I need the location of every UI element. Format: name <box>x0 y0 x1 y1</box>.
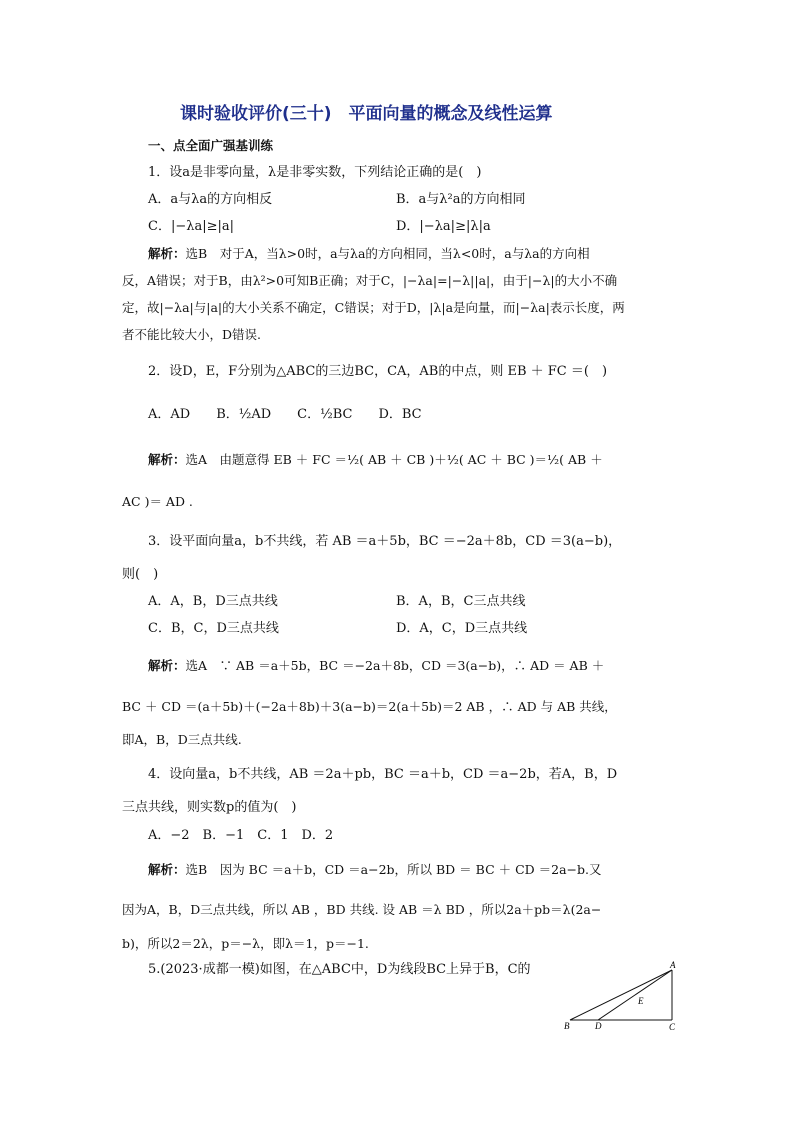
q1-option-a: A．a与λa的方向相反 <box>148 192 273 207</box>
section-heading: 一、点全面广强基训练 <box>148 138 274 153</box>
q1-solution-line-1: 选B 对于A，当λ>0时，a与λa的方向相同，当λ<0时，a与λa的方向相 <box>185 246 590 261</box>
label-d: D <box>595 1021 602 1031</box>
q5-stem: 5.(2023·成都一模)如图，在△ABC中，D为线段BC上异于B，C的 <box>148 962 531 977</box>
solution-label: 解析： <box>148 452 186 467</box>
segment-ad <box>598 970 672 1020</box>
label-c: C <box>669 1022 676 1032</box>
q4-stem-line-2: 三点共线，则实数p的值为( ) <box>122 800 297 815</box>
q2-solution <box>148 450 603 470</box>
q4-stem: 4．设向量a，b不共线，AB ＝2a＋pb，BC ＝a＋b，CD ＝a−2b，若A，B，D <box>148 767 618 782</box>
q1-stem: 1．设a是非零向量，λ是非零实数，下列结论正确的是( ) <box>148 165 482 180</box>
q3-solution-line-1: 选A ∵ AB ＝a＋5b，BC ＝−2a＋8b，CD ＝3(a−b)，∴ AD ＝ AB ＋ <box>185 658 605 673</box>
q4-solution <box>148 860 602 880</box>
q1-option-c: C．|−λa|≥|a| <box>148 219 234 234</box>
q3-option-d: D．A，C，D三点共线 <box>396 621 528 636</box>
q1-option-b: B．a与λ²a的方向相同 <box>396 192 526 207</box>
label-e: E <box>638 996 644 1006</box>
label-b: B <box>564 1021 570 1031</box>
q1-solution-line-2: 反，A错误；对于B，由λ²>0可知B正确；对于C，|−λa|=|−λ||a|，由于|−λ|的大小不确 <box>122 273 618 288</box>
q3-solution-line-2: BC ＋ CD ＝(a＋5b)＋(−2a＋8b)＋3(a−b)＝2(a＋5b)＝2 AB ，∴ AD 与 AB 共线， <box>122 699 617 714</box>
q3-option-a: A．A，B，D三点共线 <box>148 594 278 609</box>
q2-solution-line-2: AC )＝ AD . <box>122 494 193 509</box>
q4-solution-line-2: 因为A，B，D三点共线，所以 AB ，BD 共线. 设 AB ＝λ BD ，所以2a＋pb＝λ(2a− <box>122 902 602 917</box>
solution-label: 解析： <box>148 246 186 261</box>
q1-solution-line-3: 定，故|−λa|与|a|的大小关系不确定，C错误；对于D，|λ|a是向量，而|−λa|表示长度，两 <box>122 300 625 315</box>
solution-label: 解析： <box>148 862 186 877</box>
q3-option-b: B．A，B，C三点共线 <box>396 594 526 609</box>
label-a: A <box>670 960 676 970</box>
q3-option-c: C．B，C，D三点共线 <box>148 621 279 636</box>
q3-solution-line-3: 即A，B，D三点共线. <box>122 732 242 747</box>
q2-options: A．AD B．½AD C．½BC D．BC <box>148 407 422 422</box>
page-title: 课时验收评价(三十) 平面向量的概念及线性运算 <box>180 104 553 124</box>
solution-label: 解析： <box>148 658 186 673</box>
q3-stem-line-2: 则( ) <box>122 567 159 582</box>
q4-solution-line-1: 选B 因为 BC ＝a＋b，CD ＝a−2b，所以 BD ＝ BC ＋ CD ＝2a−b.又 <box>185 862 602 877</box>
q3-stem: 3．设平面向量a，b不共线，若 AB ＝a＋5b，BC ＝−2a＋8b，CD ＝3(a−b)， <box>148 534 622 549</box>
q4-solution-line-3: b)，所以2＝2λ，p＝−λ，即λ＝1，p＝−1. <box>122 936 369 951</box>
side-ab <box>570 970 672 1020</box>
q2-solution-line-1: 选A 由题意得 EB ＋ FC ＝½( AB ＋ CB )＋½( AC ＋ BC )＝½( AB ＋ <box>185 452 603 467</box>
q1-option-d: D．|−λa|≥|λ|a <box>396 219 491 234</box>
triangle-figure <box>560 960 690 1032</box>
q1-solution <box>148 244 590 264</box>
q1-solution-line-4: 者不能比较大小，D错误. <box>122 327 261 342</box>
q2-stem: 2．设D，E，F分别为△ABC的三边BC，CA，AB的中点，则 EB ＋ FC ＝( ) <box>148 364 608 379</box>
q4-options: A．−2 B．−1 C．1 D．2 <box>148 828 334 843</box>
q3-solution <box>148 656 604 676</box>
